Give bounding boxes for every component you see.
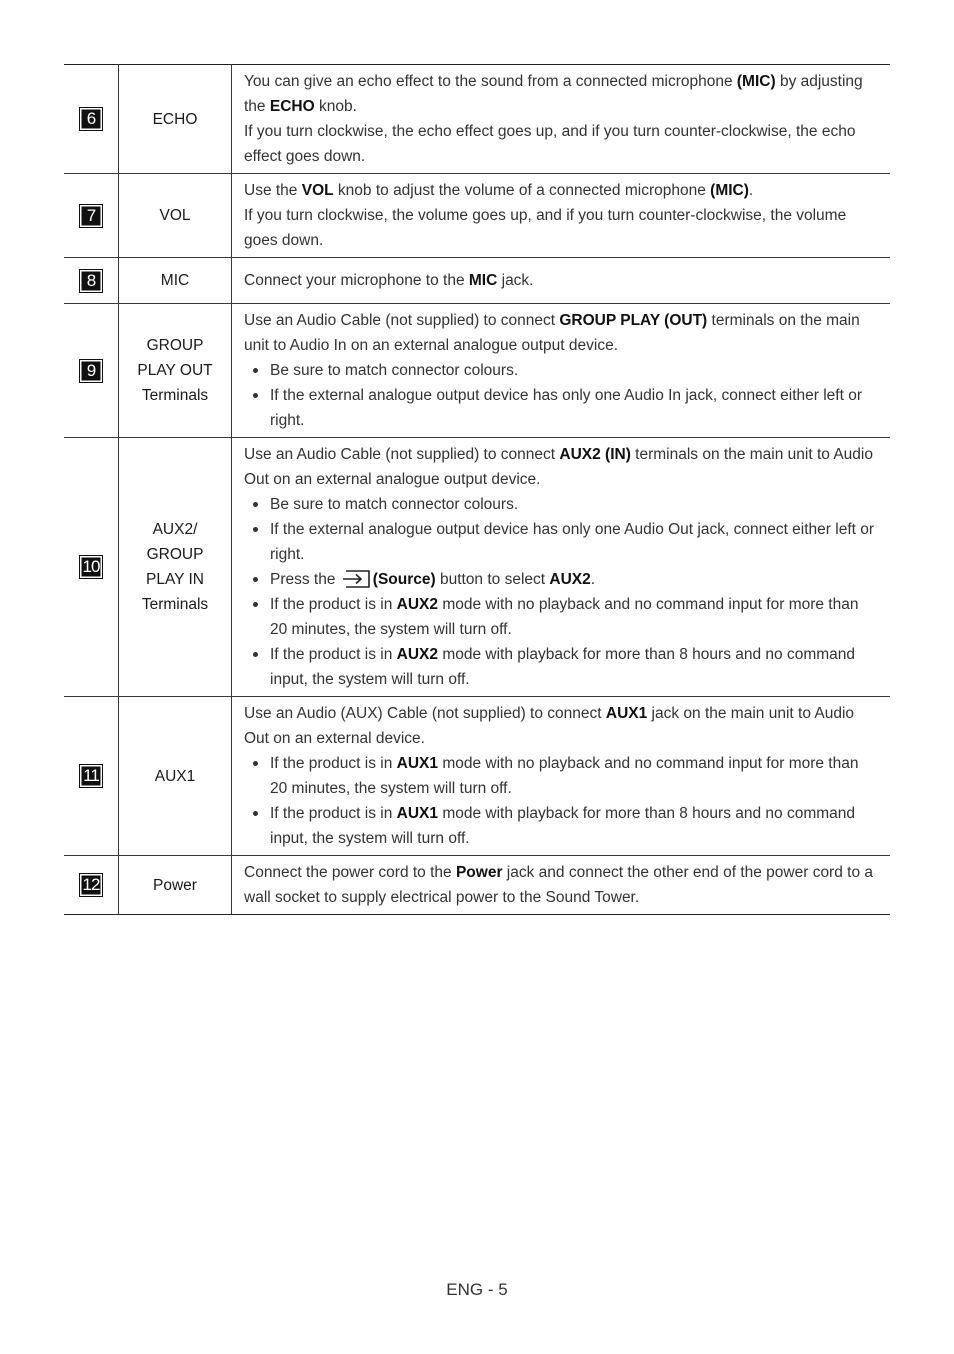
text: Use an Audio (AUX) Cable (not supplied) to connect bbox=[244, 705, 606, 722]
description-paragraph: If you turn clockwise, the echo effect goes up, and if you turn counter-clockwise, the echo effect goes down. bbox=[244, 123, 856, 165]
text: Use an Audio Cable (not supplied) to connect bbox=[244, 446, 560, 463]
text: knob to adjust the volume of a connected microphone bbox=[333, 182, 711, 199]
item-name bbox=[119, 65, 232, 174]
item-name bbox=[119, 438, 232, 697]
text: . bbox=[590, 571, 596, 588]
description-paragraph bbox=[244, 701, 880, 751]
table-row-vol bbox=[64, 174, 890, 258]
table-row-echo bbox=[64, 65, 890, 174]
text: Connect your microphone to the bbox=[244, 272, 469, 289]
item-description bbox=[232, 438, 891, 697]
item-name bbox=[119, 856, 232, 915]
item-name-line: PLAY IN bbox=[145, 571, 204, 588]
bullet-item: If the external analogue output device has only one Audio In jack, connect either left or right. bbox=[244, 383, 880, 433]
description-paragraph bbox=[244, 268, 880, 293]
item-number-cell bbox=[64, 856, 119, 915]
bullet-list bbox=[244, 492, 880, 692]
item-description bbox=[232, 258, 891, 304]
item-name-label: ECHO bbox=[152, 110, 198, 128]
description-paragraph bbox=[244, 178, 880, 203]
source-icon bbox=[342, 570, 370, 588]
connector-spec-table bbox=[64, 64, 890, 915]
text: jack and connect the other end of the power cord to a wall socket to supply electrical power to the Sound Tower. bbox=[244, 864, 874, 906]
item-description bbox=[232, 174, 891, 258]
text: mode with playback for more than 8 hours and no command input, the system will turn off. bbox=[270, 646, 856, 688]
item-number-badge: 12 bbox=[79, 873, 103, 897]
bold-text: VOL bbox=[301, 182, 334, 199]
bold-text: AUX1 bbox=[605, 705, 648, 722]
item-name bbox=[119, 697, 232, 856]
bullet-item bbox=[244, 592, 880, 642]
item-description bbox=[232, 697, 891, 856]
item-name-line: AUX2/ bbox=[152, 521, 198, 538]
text: mode with no playback and no command input for more than 20 minutes, the system will turn off. bbox=[270, 596, 859, 638]
item-number-cell bbox=[64, 65, 119, 174]
item-number-cell bbox=[64, 438, 119, 697]
item-number-badge: 8 bbox=[79, 269, 103, 293]
bullet-item: Be sure to match connector colours. bbox=[244, 492, 880, 517]
item-name bbox=[119, 174, 232, 258]
bold-text: AUX2 bbox=[549, 571, 591, 588]
item-number-cell bbox=[64, 258, 119, 304]
item-description bbox=[232, 856, 891, 915]
text: jack on the main unit to Audio Out on an external device. bbox=[244, 705, 855, 747]
page-number: ENG - 5 bbox=[446, 1280, 508, 1299]
item-number-badge: 9 bbox=[79, 359, 103, 383]
text: You can give an echo effect to the sound from a connected microphone bbox=[244, 73, 737, 90]
text: mode with no playback and no command input for more than 20 minutes, the system will turn off. bbox=[270, 755, 859, 797]
bullet-item bbox=[244, 751, 880, 801]
bold-text: (MIC) bbox=[710, 182, 749, 199]
text: If the product is in bbox=[270, 596, 397, 613]
item-description bbox=[232, 65, 891, 174]
table-row-aux1 bbox=[64, 697, 890, 856]
text: If the product is in bbox=[270, 755, 397, 772]
bold-text: AUX2 bbox=[396, 646, 439, 663]
bullet-item bbox=[244, 801, 880, 851]
item-description bbox=[232, 304, 891, 438]
text: If the product is in bbox=[270, 646, 397, 663]
bullet-item bbox=[244, 642, 880, 692]
item-name-label: AUX1 bbox=[154, 767, 196, 785]
bold-text: Power bbox=[455, 864, 503, 881]
description-paragraph: If you turn clockwise, the volume goes up, and if you turn counter-clockwise, the volume goes down. bbox=[244, 207, 847, 249]
item-name-line: Terminals bbox=[141, 596, 209, 613]
item-name bbox=[119, 304, 232, 438]
item-name-line: GROUP bbox=[146, 337, 204, 354]
bold-text: AUX2 bbox=[396, 596, 439, 613]
bold-text: ECHO bbox=[269, 98, 315, 115]
text: mode with playback for more than 8 hours and no command input, the system will turn off. bbox=[270, 805, 856, 847]
table-row-group-play-out bbox=[64, 304, 890, 438]
bullet-list bbox=[244, 751, 880, 851]
bullet-item bbox=[244, 567, 880, 592]
text: jack. bbox=[497, 272, 534, 289]
item-number-cell bbox=[64, 304, 119, 438]
bold-text: AUX1 bbox=[396, 805, 439, 822]
item-number-badge: 7 bbox=[79, 204, 103, 228]
table-row-aux2 bbox=[64, 438, 890, 697]
text: Connect the power cord to the bbox=[244, 864, 456, 881]
item-name-label: VOL bbox=[159, 207, 191, 224]
item-name bbox=[119, 258, 232, 304]
text: . bbox=[748, 182, 754, 199]
text: terminals on the main unit to Audio Out on an external analogue output device. bbox=[244, 446, 873, 488]
item-name-label: Power bbox=[153, 876, 197, 894]
bold-text: AUX1 bbox=[396, 755, 439, 772]
bullet-item: Be sure to match connector colours. bbox=[244, 358, 880, 383]
item-name-label: MIC bbox=[160, 272, 190, 289]
table-row-power bbox=[64, 856, 890, 915]
bold-text: GROUP PLAY (OUT) bbox=[559, 312, 708, 329]
bullet-item: If the external analogue output device has only one Audio Out jack, connect either left or right. bbox=[244, 517, 880, 567]
description-paragraph bbox=[244, 69, 880, 119]
item-name-line: Terminals bbox=[141, 387, 209, 404]
description-paragraph bbox=[244, 308, 880, 358]
item-number-badge: 6 bbox=[79, 107, 103, 131]
text: Use the bbox=[244, 182, 302, 199]
item-number-cell bbox=[64, 697, 119, 856]
item-name-line: GROUP bbox=[146, 546, 204, 563]
bold-text: (Source) bbox=[372, 571, 436, 588]
text: Use an Audio Cable (not supplied) to connect bbox=[244, 312, 560, 329]
description-paragraph bbox=[244, 442, 880, 492]
text: button to select bbox=[435, 571, 550, 588]
text: terminals on the main unit to Audio In on an external analogue output device. bbox=[244, 312, 860, 354]
description-paragraph bbox=[244, 860, 880, 910]
item-name-line: PLAY OUT bbox=[137, 362, 213, 379]
item-number-badge: 10 bbox=[79, 555, 103, 579]
table-row-mic bbox=[64, 258, 890, 304]
text: Press the bbox=[270, 571, 340, 588]
item-number-badge: 11 bbox=[79, 764, 103, 788]
text: If the product is in bbox=[270, 805, 397, 822]
text: by adjusting the bbox=[244, 73, 863, 115]
bold-text: AUX2 (IN) bbox=[559, 446, 631, 463]
bold-text: MIC bbox=[468, 272, 498, 289]
text: knob. bbox=[314, 98, 357, 115]
item-number-cell bbox=[64, 174, 119, 258]
bullet-list bbox=[244, 358, 880, 433]
bold-text: (MIC) bbox=[736, 73, 776, 90]
